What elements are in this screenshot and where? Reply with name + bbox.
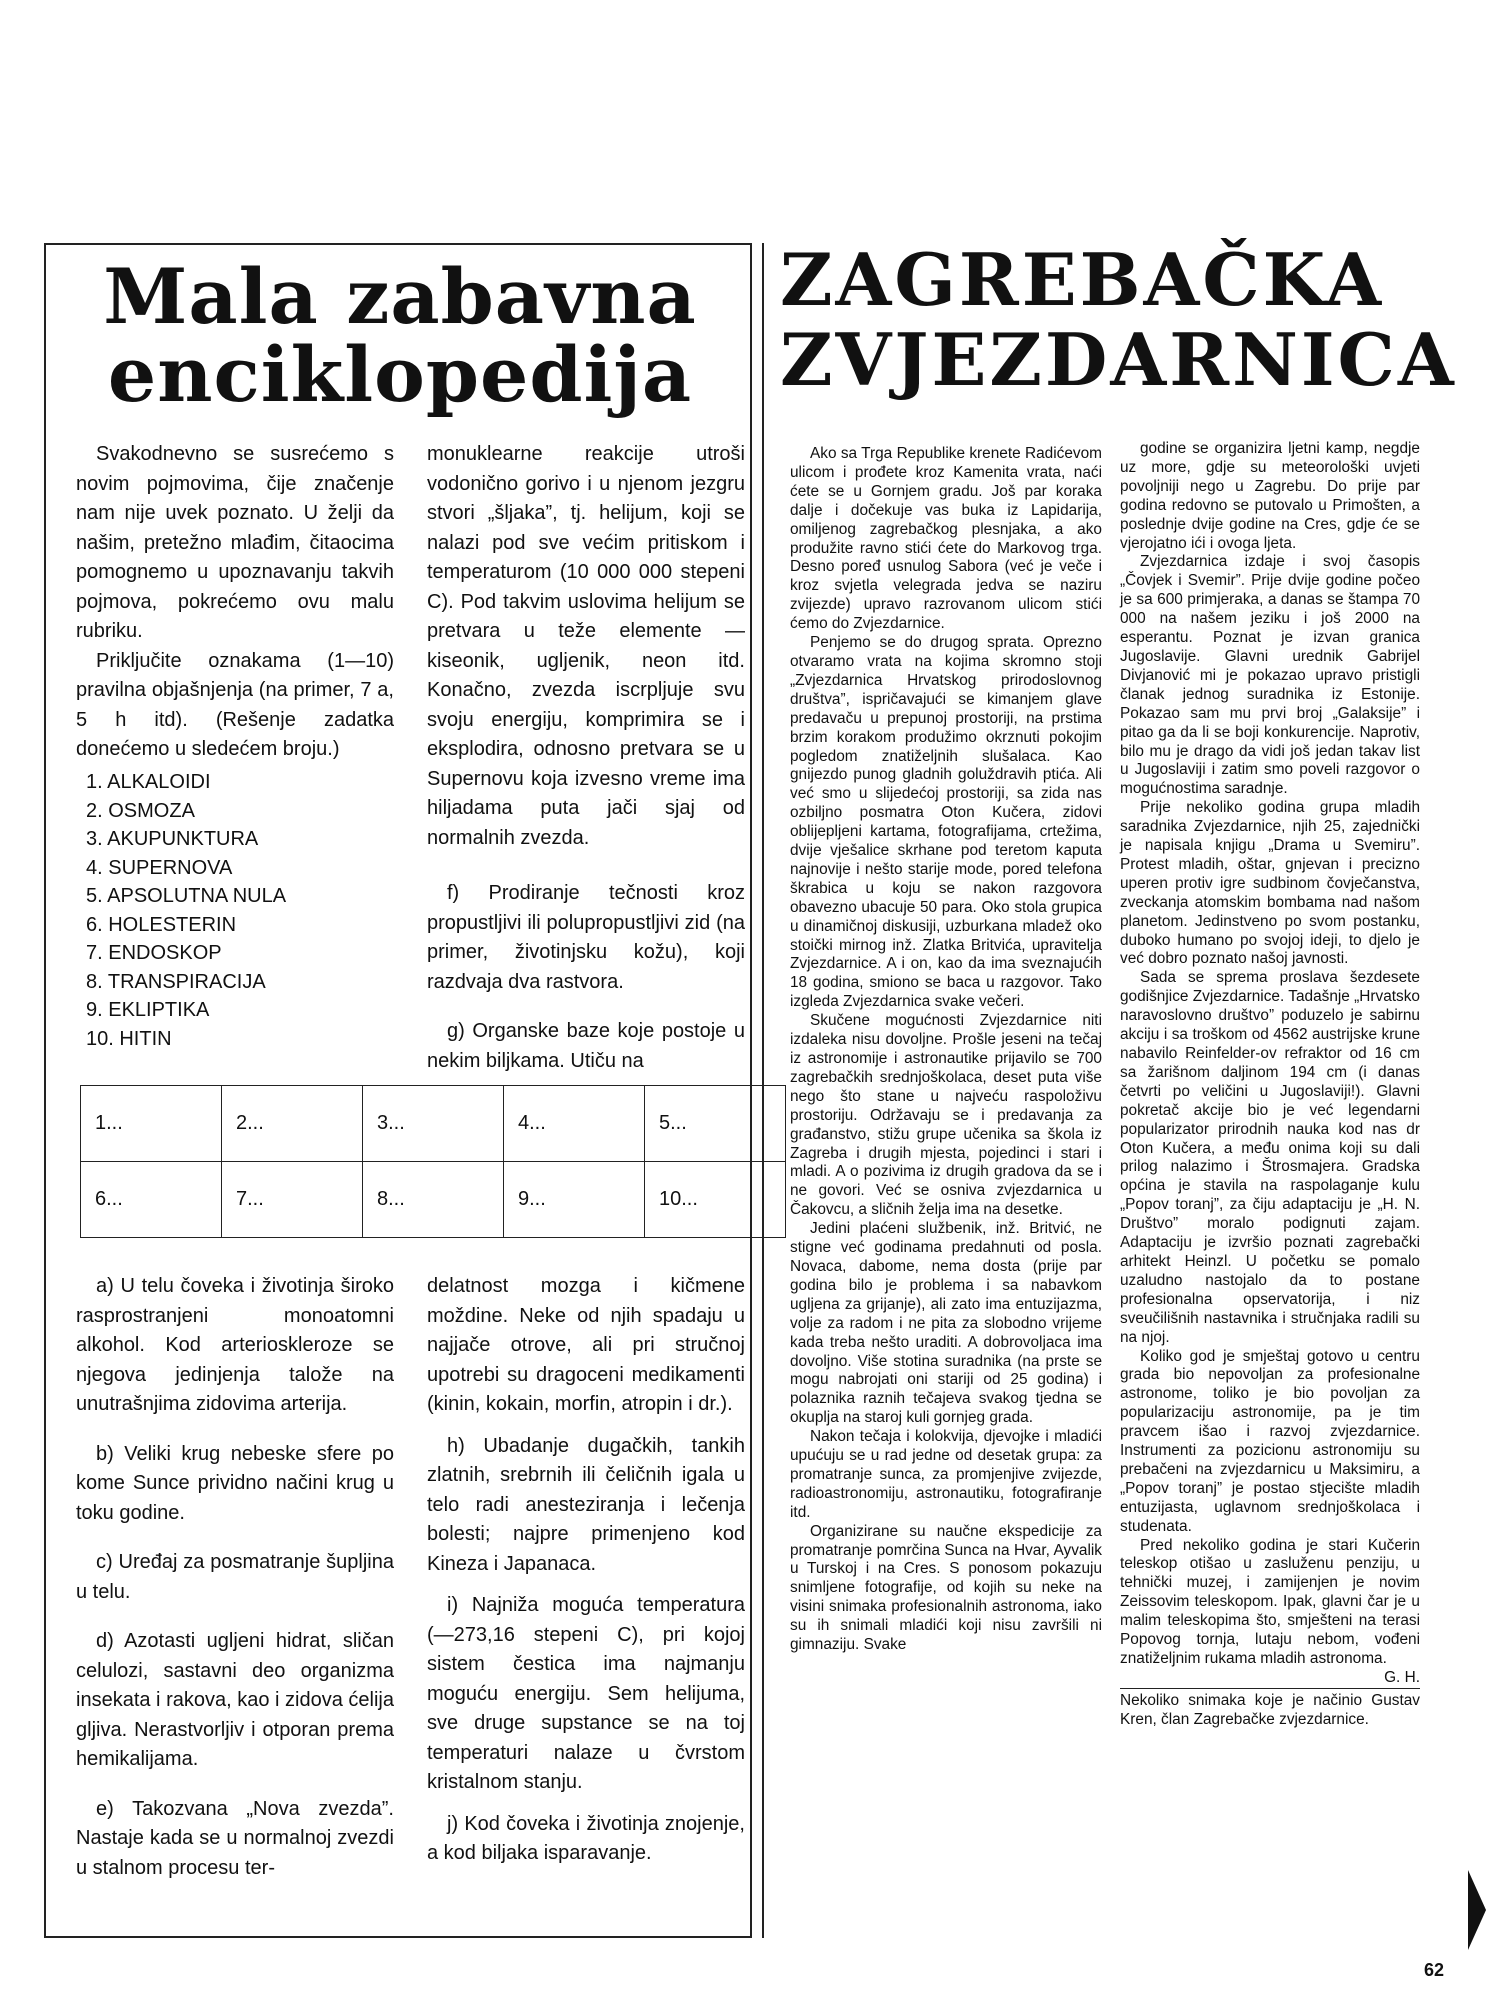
photo-caption: Nekoliko snimaka koje je načinio Gustav Kren, član Zagrebačke zvjezdarnice. bbox=[1120, 1688, 1420, 1729]
zvjezdarnica-title bbox=[780, 237, 1490, 402]
article-paragraph: Jedini plaćeni službenik, inž. Britvić, ne stigne već godinama predahnuti od posla. Novaca, dabome, nema dosta (prije par godina bilo je problema i sa nabavkom ugljena za grijanje), ali zato ima entuzijazma, volje za radom i ne pita za slobodno vrijeme kada treba nešto uraditi. A dobrovoljaca ima dovoljno. Više stotina suradnika (na prste se mogu nabrojati oni stariji od 25 godina) i polaznika raznih tečajeva svakog tjedna se okupljа na staroj kuli gornjeg grada. bbox=[790, 1220, 1102, 1427]
table-row bbox=[81, 1162, 786, 1238]
list-item: 7. ENDOSKOP bbox=[86, 942, 222, 964]
page-number: 62 bbox=[1424, 1960, 1445, 1980]
term-list bbox=[86, 768, 386, 1053]
zvjezdarnica-title-line2: ZVJEZDARNICA bbox=[780, 317, 1457, 402]
definition-paragraph: e) Takozvana „Nova zvezda”. Nastaje kada se u normalnoj zvezdi u stalnom procesu ter- bbox=[76, 1797, 394, 1879]
intro-text bbox=[76, 440, 394, 765]
article-paragraph: Koliko god je smještaj gotovo u centru grada bio nepovoljan za profesionalne astronome, toliko je bio povoljan za popularizaciju astronomije, pa je tim pravcem išao i razvoj zvjezdarnice. Instrumenti za pozicionu astronomiju su prebačeni na zvjezdarnicu u Maksimiru, a „Popov toranj” je postao stjecište mladih entuzijasta, uglavnom srednjoškolaca i studenata. bbox=[1120, 1347, 1420, 1535]
enciklopedija-title bbox=[60, 252, 740, 419]
article-paragraph: Pred nekoliko godina je stari Kučerin teleskop otišao u zasluženu penziju, u tehnički muzej, i zamijenjen je novim Zeissovim teleskopom. Ipak, glavni čar je u malim teleskopima što, smješteni na terasi Popovog tornja, lutaju nebom, vođeni znatiželjnim rukama mladih astronoma. bbox=[1120, 1536, 1420, 1667]
definition-paragraph: delatnost mozga i kičmene moždine. Neke od njih spadaju u najjače otrove, ali pri stručnoj upotrebi su dragoceni medikamenti (kinin, kokain, morfin, atropin i dr.). bbox=[427, 1275, 745, 1415]
list-item: 4. SUPERNOVA bbox=[86, 856, 233, 879]
list-item: 1. ALKALOIDI bbox=[86, 771, 211, 793]
definition-paragraph: monuklearne reakcije utroši vodonično gorivo i u njenom jezgru stvori „šljaka”, tj. helijum, koji se nalazi pod sve većim pritiskom i temperaturom (10 000 000 stepeni C). Pod takvim uslovima helijum se pretvara u teže elemente — kiseonik, ugljenik, neon itd. Konačno, zvezda iscrpljuje svu svoju energiju, komprimira se i eksplodira, odnosno pretvara se u Supernovu koja izvesno vreme ima hiljadama puta jači sjaj od normalnih zvezda. bbox=[427, 443, 745, 849]
answer-cell[interactable]: 5... bbox=[645, 1086, 786, 1162]
definitions-bottom-right bbox=[427, 1272, 745, 1869]
definitions-bottom-left bbox=[76, 1272, 394, 1883]
zvjezdarnica-column-1 bbox=[790, 445, 1102, 1655]
list-item: 10. HITIN bbox=[86, 1027, 172, 1050]
answer-cell[interactable]: 7... bbox=[222, 1162, 363, 1238]
article-paragraph: Prije nekoliko godina grupa mladih saradnika Zvjezdarnice, njih 25, zajednički je napisala knjigu „Drama u Svemiru”. Protest mladih, oštar, gnjevan i precizno uperen protiv igre sudbinom čovječanstva, zveckanja atomskim bombama nad našom planetom. Jedinstveno po svom postanku, duboko humano po svojoj ideji, to djelo je već dobro poznato našoj javnosti. bbox=[1120, 799, 1420, 968]
article-paragraph: Sada se sprema proslava šezdesete godišnjice Zvjezdarnice. Tadašnje „Hrvatsko naravoslovno društvo” poduzelo je sabirnu akciju i sa troškom od 4562 austrijske krune nabavilo Reinfelder-ov refraktor od 16 cm sa žarišnom daljinom 194 cm (i danas četvrti po veličini u Jugoslaviji!). Glavni pokretač akcije bio je već legendarni popularizator prirodnih nauka kod nas dr Oton Kučera, a među onima koji su dali prilog nalazimo i Štrosmajera. Gradska općina je stavila na raspolaganje kulu „Popov toranj”, za čiju adaptaciju je „H. N. Društvo” moralo podignuti zajam. Adaptaciju je izvršio poznati zagrebački arhitekt Heinzl. U početku se pomalo uzaludno nastojalo da to postane profesionalna opservatorija, i niz sveučilišnih nastavnika i stručnjaka radili su na njoj. bbox=[1120, 969, 1420, 1346]
answer-cell[interactable]: 9... bbox=[504, 1162, 645, 1238]
table-row bbox=[81, 1086, 786, 1162]
article-paragraph: Skučene mogućnosti Zvjezdarnice niti izdaleka nisu dovoljne. Prošle jeseni na tečaj iz astronomije i astronautike prijavilo se 700 zagrebačkih srednjoškolaca, deset puta više nego što stane u najveću raspoloživu prostoriju. Održavaju se i predavanja za građanstvo, stižu grupe učenika sa škola iz Zagreba i drugih mjesta, pojedinci i stari i mladi. A o pozivima iz drugih gradova da se i ne govori. Već se osniva zvjezdarnica u Čakovcu, a sličnih želja ima na desetke. bbox=[790, 1012, 1102, 1219]
answer-cell[interactable]: 8... bbox=[363, 1162, 504, 1238]
list-item: 6. HOLESTERIN bbox=[86, 913, 237, 936]
answer-cell[interactable]: 3... bbox=[363, 1086, 504, 1162]
column-divider bbox=[762, 243, 764, 1938]
author-signature: G. H. bbox=[1384, 1668, 1420, 1686]
definition-paragraph: h) Ubadanje dugačkih, tankih zlatnih, srebrnih ili čeličnih igala u telo radi anesteziranja i lečenja bolesti; najpre primenjeno kod Kineza i Japanaca. bbox=[427, 1434, 745, 1575]
list-item: 5. APSOLUTNA NULA bbox=[86, 885, 287, 907]
answer-cell[interactable]: 2... bbox=[222, 1086, 363, 1162]
answer-cell[interactable]: 4... bbox=[504, 1086, 645, 1162]
definition-paragraph: d) Azotasti ugljeni hidrat, sličan celulozi, sastavni deo organizma insekata i rakova, kao i zidova ćelija gljiva. Nerastvorljiv i otporan prema hemikalijama. bbox=[76, 1630, 394, 1770]
article-paragraph: Zvjezdarnica izdaje i svoj časopis „Čovjek i Svemir”. Prije dvije godine počeo je sa 600 primjeraka, a danas se štampa 70 000 na našem jeziku i još 2000 na esperantu. Poznat je izvan granica Jugoslavije. Glavni urednik Gabrijel Divjanović mi je pokazao upravo pristigli članak jednog suradnika iz Estonije. Pokazao sam mu prvi broj „Galaksije” i pitao ga da li se boji konkurencije. Naprotiv, bilo mu je drago da vidi još jedan takav list u Jugoslaviji i zatim smo poveli razgovor o mogućnostima saradnje. bbox=[1120, 553, 1420, 798]
answer-cell[interactable]: 6... bbox=[81, 1162, 222, 1238]
zvjezdarnica-title-line1: ZAGREBAČKA bbox=[780, 237, 1385, 322]
article-paragraph: Organizirane su naučne ekspedicije za promatranje pomrčina Sunca na Hvar, Ayvalik u Turskoj i na Cres. S ponosom pokazuju snimljene fotografije, od kojih su neke na visini snimaka profesionalnih astronoma, iako su ih snimali mladići koji nisu završili ni gimnaziju. Svake bbox=[790, 1522, 1102, 1654]
answer-cell[interactable]: 1... bbox=[81, 1086, 222, 1162]
arrow-right-icon bbox=[1468, 1870, 1486, 1950]
definitions-top bbox=[427, 440, 745, 1076]
list-item: 3. AKUPUNKTURA bbox=[86, 828, 259, 850]
article-paragraph: Nakon tečaja i kolokvija, djevojke i mladići upućuju se u rad jedne od desetak grupa: za promatranje sunca, za promjenjive zvijezde, radioastronomiju, astronautiku, fotografiranje itd. bbox=[790, 1428, 1102, 1521]
enciklopedija-title-line1: Mala zabavna bbox=[103, 252, 697, 341]
list-item: 9. EKLIPTIKA bbox=[86, 999, 210, 1021]
enciklopedija-title-line2: enciklopedija bbox=[107, 330, 693, 419]
answer-cell[interactable]: 10... bbox=[645, 1162, 786, 1238]
definition-paragraph: b) Veliki krug nebeske sfere po kome Sunce prividno načini krug u toku godine. bbox=[76, 1442, 394, 1524]
definition-paragraph: i) Najniža moguća temperatura (—273,16 stepeni C), pri kojoj sistem čestica ima najmanju moguću energiju. Sem helijuma, sve druge supstance se na toj temperaturi nalaze u čvrstom kristalnom stanju. bbox=[427, 1594, 745, 1793]
article-paragraph: Penjemo se do drugog sprata. Oprezno otvaramo vrata na kojima skromno stoji „Zvjezdarnica Hrvatskog prirodoslovnog društva”, ispričavajući se kimanjem glave predavaču u prepunoj prostoriji, na prstima brzim korakom produžimo okrznuti pokojim pogledom znatiželjnih slušalaca. Kao gnijezdo punog gladnih goluždravih ptića. Ali već smo u slijedećoj prostoriji, sa zida nas ozbiljno posmatra Oton Kučera, zidovi oblijepljeni kartama, fotografijama, crtežima, dvije vješalice skrhane pod teretom kaputa najnovije i nešto starije mode, pored telefona škrabica u koju se nakon razgovora obavezno ubacuje 50 para. Oko stola grupica u dinamičnoj diskusiji, uzburkana mladež oko stoički mirnog inž. Zlatka Britvića, upravitelja Zvjezdarnice. A i on, kao da ima sveznajućih 18 godina, smiono se baca u razgovor. Tako izgleda Zvjezdarnica svake večeri. bbox=[790, 634, 1102, 1011]
definition-paragraph: a) U telu čoveka i životinja široko rasprostranjeni monoatomni alkohol. Kod arterioskleroze se njegova jedinjenja talože na unutrašnjima zidovima arterija. bbox=[76, 1275, 394, 1415]
list-item: 2. OSMOZA bbox=[86, 799, 195, 822]
zvjezdarnica-column-2 bbox=[1120, 440, 1420, 1729]
intro-paragraph: Priključite oznakama (1—10) pravilna objašnjenja (na primer, 7 a, 5 h itd). (Rešenje zadatka donećemo u sledećem broju.) bbox=[76, 649, 394, 760]
definition-paragraph: c) Uređaj za posmatranje šupljina u telu. bbox=[76, 1551, 394, 1603]
intro-paragraph: Svakodnevno se susrećemo s novim pojmovima, čije značenje nam nije uvek poznato. U želji da našim, pretežno mlađim, čitaocima pomognemo u upoznavanju takvih pojmova, pokrećemo ovu malu rubriku. bbox=[76, 443, 394, 642]
definition-paragraph: g) Organske baze koje postoje u nekim biljkama. Utiču na bbox=[427, 1020, 745, 1072]
definition-paragraph: f) Prodiranje tečnosti kroz propustljivi ili polupropustljivi zid (na primer, životinjsku kožu), koji razdvaja dva rastvora. bbox=[427, 882, 745, 993]
article-paragraph: Ako sa Trga Republike krenete Radićevom ulicom i prođete kroz Kamenita vrata, naći ćete se u Gornjem gradu. Još par koraka dalje i dočekuje vas buka iz Lapidarija, omiljenog zagrebačkog plesnjaka, a ako produžite ravno stići ćete do Markovog trga. Desno poređ usnulog Sabora (već je veče i kroz svjetla velegrada jedva se naziru zvijezde) upravo razrovanom ulicom stići ćemo do Zvjezdarnice. bbox=[790, 445, 1102, 633]
definition-paragraph: j) Kod čoveka i životinja znojenje, a kod biljaka isparavanje. bbox=[427, 1812, 745, 1864]
answer-grid bbox=[80, 1085, 786, 1238]
article-paragraph: godine se organizira ljetni kamp, negdje uz more, gdje su meteorološki uvjeti povoljniji nego u Zagrebu. Do prije par godina redovno se putovalo u Primošten, a poslednje dvije godine na Cres, gdje će se vjerojatno ići i ovoga ljeta. bbox=[1120, 440, 1420, 552]
list-item: 8. TRANSPIRACIJA bbox=[86, 970, 266, 993]
